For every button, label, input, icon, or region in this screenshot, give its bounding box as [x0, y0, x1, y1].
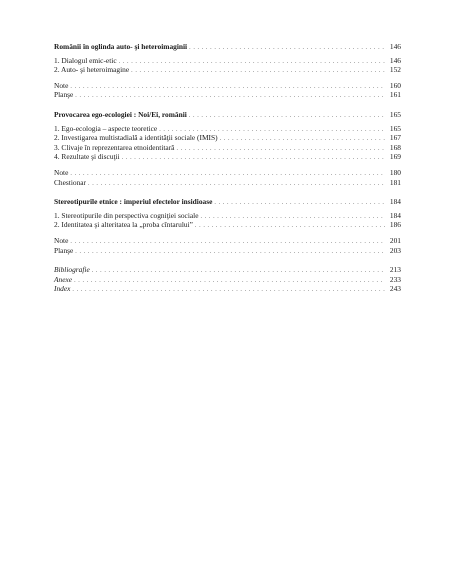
toc-entry [54, 168, 401, 178]
toc-entry-label: Chestionar [54, 177, 87, 187]
toc-entry [54, 56, 401, 66]
toc-section-heading [54, 42, 401, 52]
toc-entry-label: Planşe [54, 90, 74, 100]
dot-leader [200, 213, 385, 223]
toc-page-number: 165 [389, 123, 401, 133]
toc-section-heading [54, 197, 401, 207]
toc-page-number: 184 [389, 197, 401, 207]
dot-leader [122, 154, 385, 164]
toc-page-number: 186 [389, 220, 401, 230]
toc-entry [54, 246, 401, 256]
toc-entry-label: 1. Dialogul emic-etic [54, 55, 117, 65]
toc-entry-label: 4. Rezultate şi discuţii [54, 152, 120, 162]
toc-entry-label: 1. Ego-ecologia – aspecte teoretice [54, 123, 158, 133]
toc-entry-label: Planşe [54, 245, 74, 255]
toc-entry [54, 90, 401, 100]
table-of-contents [54, 42, 401, 294]
dot-leader [189, 112, 385, 122]
dot-leader [74, 277, 385, 287]
dot-leader [119, 58, 385, 68]
toc-entry-label: Index [54, 284, 71, 294]
toc-page-number: 181 [389, 177, 401, 187]
dot-leader [176, 145, 385, 155]
toc-page-number: 167 [389, 133, 401, 143]
toc-entry-label: Note [54, 80, 69, 90]
toc-page-number: 233 [389, 274, 401, 284]
toc-page-number: 161 [389, 90, 401, 100]
toc-entry-label: Românii în oglinda auto- şi heteroimaginii [54, 42, 188, 51]
toc-entry-label: 2. Identitatea şi alteritatea la „proba cîntarului” [54, 220, 193, 230]
dot-leader [70, 170, 385, 180]
toc-entry [54, 220, 401, 230]
toc-page-number: 146 [389, 42, 401, 51]
dot-leader [75, 248, 385, 258]
toc-entry-label: 2. Auto- şi heteroimagine [54, 65, 130, 75]
dot-leader [131, 67, 385, 77]
toc-page-number: 243 [389, 284, 401, 294]
toc-page-number: 169 [389, 152, 401, 162]
toc-entry [54, 236, 401, 246]
toc-entry-label: Note [54, 167, 69, 177]
toc-entry-label: Note [54, 235, 69, 245]
toc-entry [54, 143, 401, 153]
toc-entry [54, 81, 401, 91]
toc-page-number: 201 [389, 235, 401, 245]
toc-entry [54, 152, 401, 162]
toc-entry [54, 133, 401, 143]
dot-leader [72, 286, 385, 296]
toc-entry-label: 1. Stereotipurile din perspectiva cogniţiei sociale [54, 210, 199, 220]
dot-leader [189, 44, 385, 54]
toc-page-number: 213 [389, 265, 401, 275]
toc-entry [54, 211, 401, 221]
toc-entry [54, 178, 401, 188]
toc-page-number: 152 [389, 65, 401, 75]
dot-leader [70, 83, 385, 93]
toc-entry-label: 2. Investigarea multistadială a identităţii sociale (IMIS) [54, 133, 218, 143]
toc-page-number: 184 [389, 210, 401, 220]
toc-page-number: 165 [389, 109, 401, 119]
toc-entry-label: Stereotipurile etnice : imperiul efectelor insidioase [54, 197, 213, 207]
toc-page-number: 160 [389, 80, 401, 90]
toc-entry [54, 65, 401, 75]
dot-leader [70, 238, 385, 248]
toc-entry-label: Anexe [54, 274, 73, 284]
toc-back-matter-entry [54, 284, 401, 294]
toc-entry-label: 3. Clivaje în reprezentarea etnoidentitară [54, 142, 175, 152]
dot-leader [88, 180, 385, 190]
toc-page-number: 203 [389, 245, 401, 255]
toc-page-number: 180 [389, 167, 401, 177]
dot-leader [220, 135, 385, 145]
toc-entry [54, 124, 401, 134]
toc-section-heading [54, 110, 401, 120]
toc-page-number: 146 [389, 55, 401, 65]
toc-back-matter-entry [54, 275, 401, 285]
toc-page-number: 168 [389, 142, 401, 152]
toc-entry-label: Provocarea ego-ecologiei : Noi/Ei, românii [54, 109, 187, 119]
dot-leader [214, 199, 385, 209]
dot-leader [75, 92, 385, 102]
toc-entry-label: Bibliografie [54, 265, 90, 275]
dot-leader [195, 222, 385, 232]
dot-leader [92, 267, 385, 277]
toc-back-matter-entry [54, 265, 401, 275]
